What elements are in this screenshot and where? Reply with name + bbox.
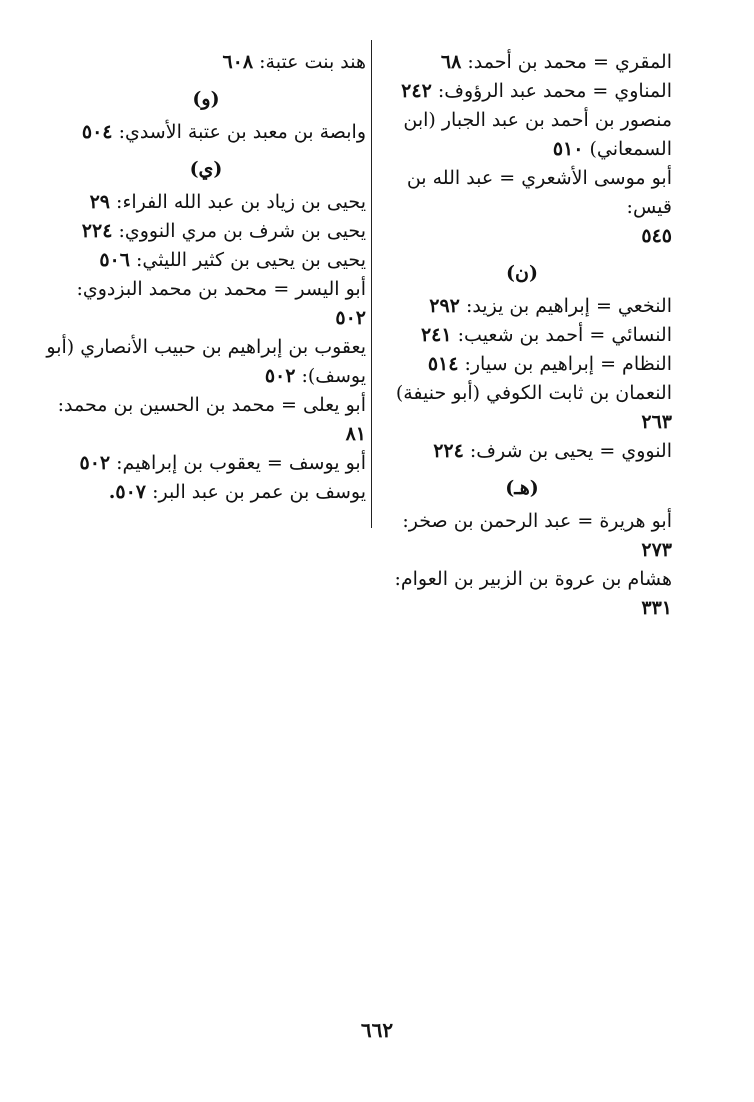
index-entry xyxy=(372,437,672,466)
index-entry xyxy=(46,275,366,333)
index-entry-name: يحيى بن شرف بن مري النووي: xyxy=(118,220,366,242)
index-entry-page: ٢٩ xyxy=(89,191,110,213)
index-entry-page: ٣٣١ xyxy=(641,597,672,619)
index-letter-heading: (هـ) xyxy=(505,477,539,499)
index-entry-page: ٥٠٤ xyxy=(81,121,113,143)
index-letter-heading: (ي) xyxy=(189,158,223,180)
index-entry-page: ٥٠٦ xyxy=(99,249,130,271)
index-entry xyxy=(372,565,672,623)
index-entry-page: ٢٤١ xyxy=(420,324,452,346)
index-entry-page: ٢٢٤ xyxy=(433,440,464,462)
index-entry xyxy=(46,217,366,246)
index-entry-name: النووي = يحيى بن شرف: xyxy=(469,440,672,462)
index-entry-page: ٥٠٢ xyxy=(79,452,111,474)
index-entry-page: ٥٤٥ xyxy=(641,225,672,247)
index-entry-page: ٢٧٣ xyxy=(641,539,672,561)
index-entry-name: يحيى بن زياد بن عبد الله الفراء: xyxy=(116,191,366,213)
index-entry xyxy=(46,48,366,77)
index-entry-name: منصور بن أحمد بن عبد الجبار (ابن السمعاني) xyxy=(403,109,672,160)
index-letter-heading: (ن) xyxy=(506,262,538,284)
index-entry-page: ٦٨ xyxy=(440,51,462,73)
index-entry xyxy=(46,188,366,217)
index-entry xyxy=(372,350,672,379)
index-entry-name: النعمان بن ثابت الكوفي (أبو حنيفة) xyxy=(395,382,672,404)
index-entry-name: أبو يوسف = يعقوب بن إبراهيم: xyxy=(116,452,366,474)
index-entry-page: ٦٠٨ xyxy=(222,51,254,73)
index-entry-name: أبو موسى الأشعري = عبد الله بن قيس: xyxy=(406,167,672,218)
index-entry xyxy=(46,333,366,391)
index-entry-page: ٨١ xyxy=(345,423,366,445)
index-entry-name: أبو اليسر = محمد بن محمد البزدوي: xyxy=(76,278,366,300)
index-entry xyxy=(372,321,672,350)
index-entry xyxy=(372,164,672,251)
column-divider xyxy=(371,40,372,528)
index-entry-page: ٥٠٢ xyxy=(335,307,366,329)
index-entry xyxy=(46,246,366,275)
index-entry xyxy=(372,379,672,437)
index-entry-page: ٢٤٢ xyxy=(401,80,432,102)
index-entry-name: هشام بن عروة بن الزبير بن العوام: xyxy=(394,568,672,590)
index-entry xyxy=(372,77,672,106)
index-entry-name: أبو هريرة = عبد الرحمن بن صخر: xyxy=(402,510,672,532)
index-entry-name: المقري = محمد بن أحمد: xyxy=(467,51,672,73)
index-entry-page: ٥٠٢ xyxy=(264,365,296,387)
index-entry-page: ٥٠٧. xyxy=(108,481,147,503)
index-entry xyxy=(46,478,366,507)
index-entry xyxy=(46,391,366,449)
index-entry-page: ٢٩٢ xyxy=(429,295,460,317)
index-entry xyxy=(372,48,672,77)
index-column-left xyxy=(46,48,366,507)
index-entry-name: النظام = إبراهيم بن سيار: xyxy=(464,353,672,375)
index-entry-name: هند بنت عتبة: xyxy=(259,51,366,73)
index-entry-page: ٢٢٤ xyxy=(81,220,113,242)
index-entry-page: ٢٦٣ xyxy=(641,411,672,433)
index-entry xyxy=(372,507,672,565)
index-entry-page: ٥١٤ xyxy=(427,353,459,375)
index-entry-name: المناوي = محمد عبد الرؤوف: xyxy=(437,80,672,102)
page-number: ٦٦٢ xyxy=(360,1018,394,1042)
index-entry xyxy=(372,106,672,164)
index-entry-name: النخعي = إبراهيم بن يزيد: xyxy=(465,295,672,317)
index-entry xyxy=(46,449,366,478)
index-entry-page: ٥١٠ xyxy=(552,138,584,160)
index-entry-name: وابصة بن معبد بن عتبة الأسدي: xyxy=(118,121,366,143)
index-entry-name: أبو يعلى = محمد بن الحسين بن محمد: xyxy=(57,394,366,416)
index-entry-name: يعقوب بن إبراهيم بن حبيب الأنصاري (أبو يوسف): xyxy=(46,336,366,387)
index-entry xyxy=(46,118,366,147)
index-entry xyxy=(372,292,672,321)
index-entry-name: يوسف بن عمر بن عبد البر: xyxy=(152,481,366,503)
index-column-right xyxy=(372,48,672,623)
index-entry-name: النسائي = أحمد بن شعيب: xyxy=(457,324,672,346)
index-entry-name: يحيى بن يحيى بن كثير الليثي: xyxy=(135,249,366,271)
index-letter-heading: (و) xyxy=(192,88,220,110)
